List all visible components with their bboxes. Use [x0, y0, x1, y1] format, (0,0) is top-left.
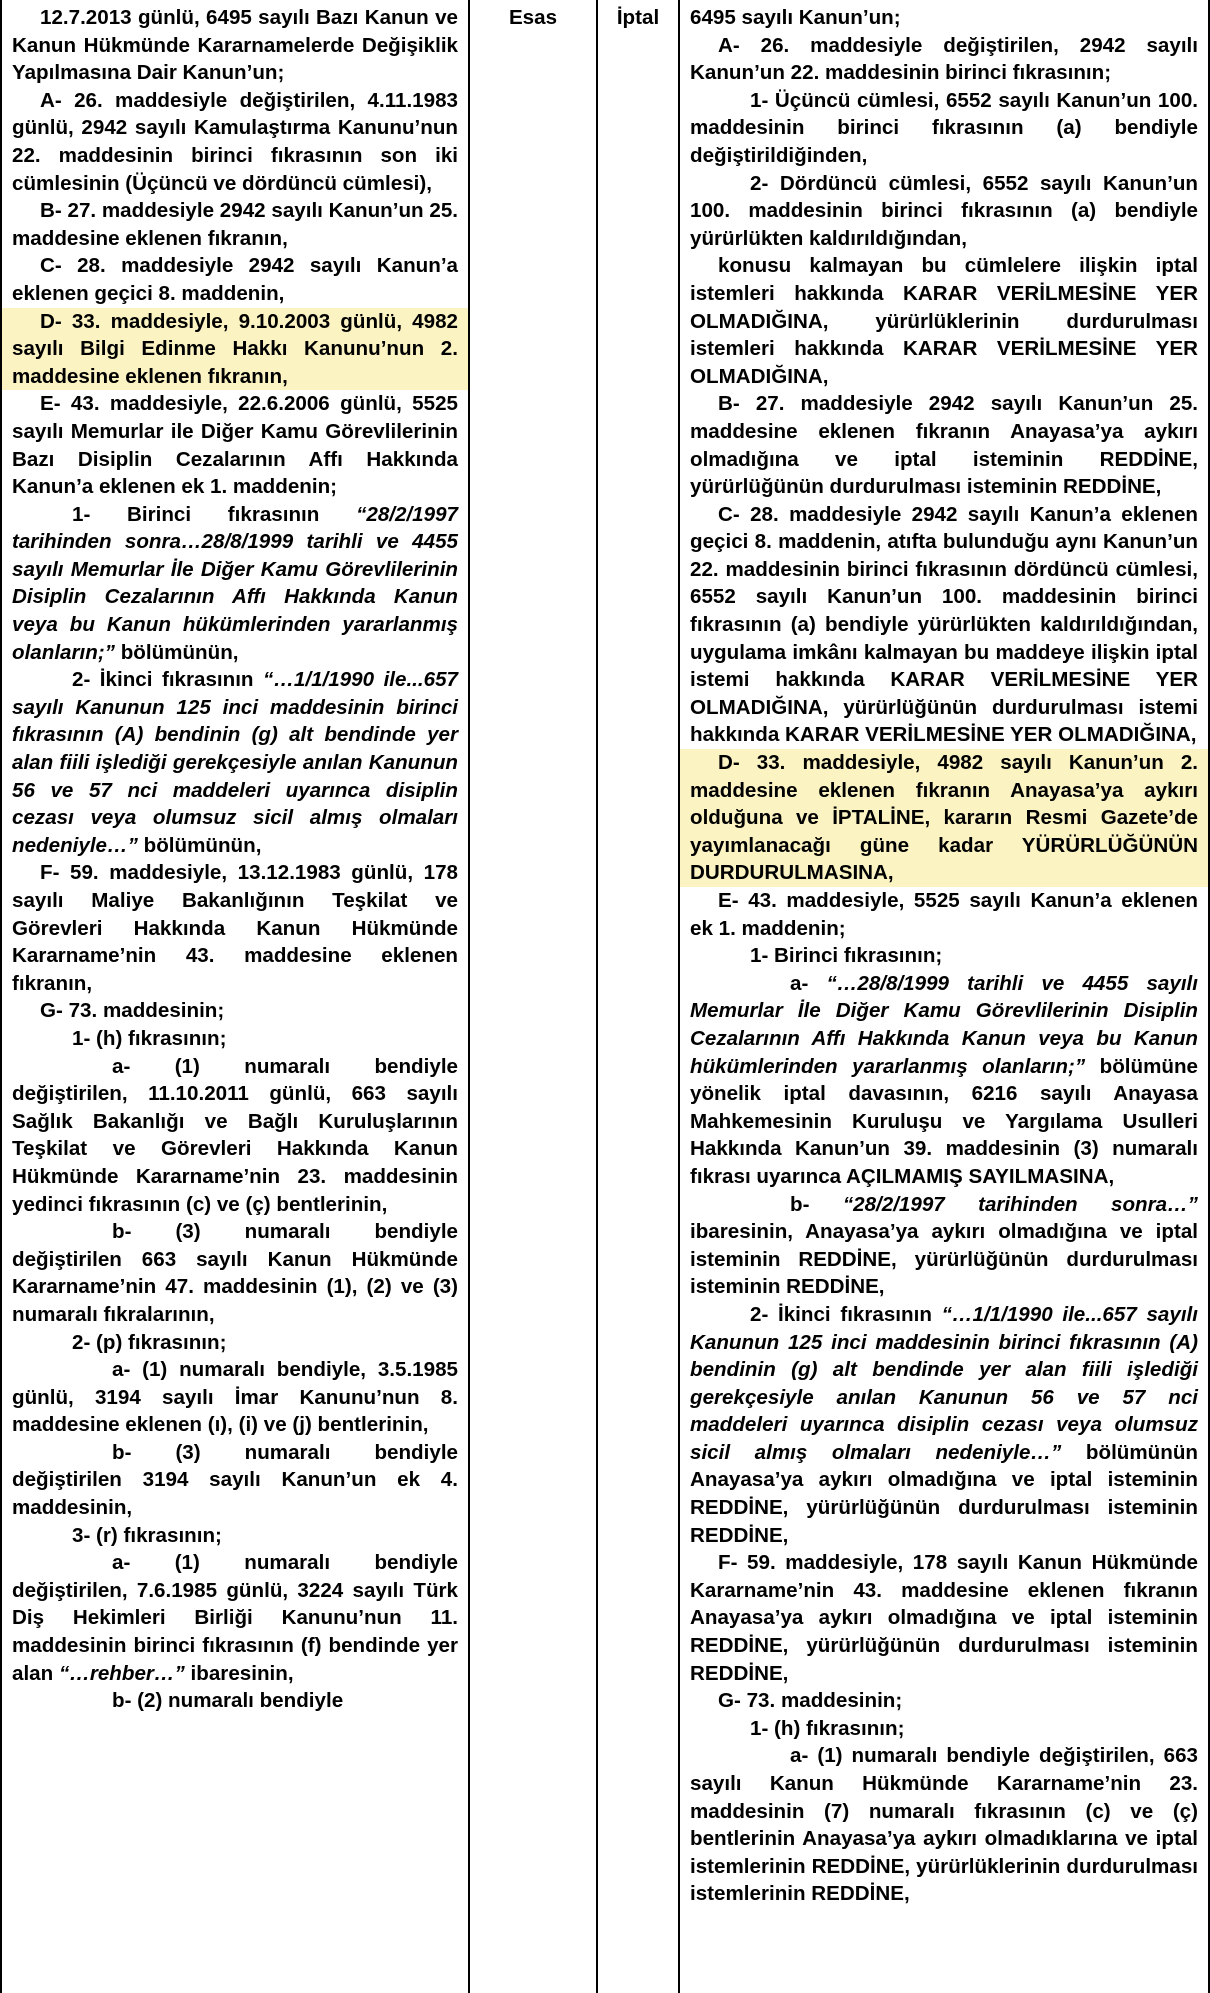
left-paragraph: b- (3) numaralı bendiyle değiştirilen 663 sayılı Kanun Hükmünde Kararname’nin 47. maddesinin (1), (2) ve (3) numaralı fıkralarının, — [12, 1220, 458, 1326]
quoted-phrase: “…1/1/1990 ile...657 sayılı Kanunun 125 inci maddesinin birinci fıkrasının (A) bendinin (g) alt bendinde yer alan fiili işlediği gerekçesiyle anılan Kanunun 56 ve 57 nci maddeleri uyarınca disiplin cezası veya olumsuz sicil almış olmaları nedeniyle…” — [690, 1302, 1198, 1464]
paragraph-text: 2- İkinci fıkrasının — [72, 668, 264, 692]
right-paragraph: C- 28. maddesiyle 2942 sayılı Kanun’a eklenen geçici 8. maddenin, atıfta bulunduğu aynı Kanun’un 22. maddesinin birinci fıkrasının dördüncü cümlesi, 6552 sayılı Kanun’un 100. maddesinin birinci fıkrasının (a) bendiyle yürürlükten kaldırıldığından, uygulama imkânı kalmayan bu maddeye ilişkin iptal istemi hakkında KARAR VERİLMESİNE YER OLMADIĞINA, yürürlüğünün durdurulması istemi hakkında KARAR VERİLMESİNE YER OLMADIĞINA, — [690, 502, 1198, 747]
paragraph-text: bölümünün, — [114, 640, 239, 664]
quoted-phrase: “28/2/1997 tarihinden sonra…28/8/1999 tarihli ve 4455 sayılı Memurlar İle Diğer Kamu Görevlilerinin Disiplin Cezalarının Affı Hakkında Kanun veya bu Kanun hükümlerinden yararlanmış olanların;” — [12, 502, 458, 664]
quoted-phrase: “…1/1/1990 ile...657 sayılı Kanunun 125 inci maddesinin birinci fıkrasının (A) bendinin (g) alt bendinde yer alan fiili işlediği gerekçesiyle anılan Kanunun 56 ve 57 nci maddeleri uyarınca disiplin cezası veya olumsuz sicil almış olmaları nedeniyle…” — [12, 668, 458, 857]
quoted-phrase: “…rehber…” — [58, 1661, 185, 1685]
right-paragraph: 1- Üçüncü cümlesi, 6552 sayılı Kanun’un 100. maddesinin birinci fıkrasının (a) bendiyle değiştirildiğinden, — [690, 88, 1198, 167]
iptal-column — [598, 0, 680, 1993]
paragraph-text: bölümünün Anayasa’ya aykırı olmadığına ve iptal isteminin REDDİNE, yürürlüğünün durdurulması isteminin REDDİNE, — [690, 1440, 1198, 1547]
highlighted-left-paragraph: D- 33. maddesiyle, 9.10.2003 günlü, 4982 sayılı Bilgi Edinme Hakkı Kanunu’nun 2. maddesine eklenen fıkranın, — [2, 308, 468, 391]
right-paragraph: 1- Birinci fıkrasının; — [750, 944, 943, 968]
left-paragraph: a- (1) numaralı bendiyle, 3.5.1985 günlü, 3194 sayılı İmar Kanunu’nun 8. maddesine eklenen (ı), (i) ve (j) bentlerinin, — [12, 1358, 458, 1437]
left-column-provisions — [2, 0, 470, 1993]
right-paragraph: E- 43. maddesiyle, 5525 sayılı Kanun’a eklenen ek 1. maddenin; — [690, 889, 1198, 940]
left-paragraph: F- 59. maddesiyle, 13.12.1983 günlü, 178 sayılı Maliye Bakanlığının Teşkilat ve Görevleri Hakkında Kanun Hükmünde Kararname’nin 43. maddesine eklenen fıkranın, — [12, 861, 458, 995]
paragraph-text: bölümüne yönelik iptal davasının, 6216 sayılı Anayasa Mahkemesinin Kuruluşu ve Yargılama Usulleri Hakkında Kanun’un 39. maddesinin (3) numaralı fıkrası uyarınca AÇILMAMIŞ SAYILMASINA, — [690, 1054, 1199, 1188]
right-paragraph — [690, 1191, 1198, 1301]
right-paragraph: a- (1) numaralı bendiyle değiştirilen, 663 sayılı Kanun Hükmünde Kararname’nin 23. maddesinin (7) numaralı fıkrasının (c) ve (ç) bentlerinin Anayasa’ya aykırı olmadıklarına ve iptal istemlerinin REDDİNE, yürürlüklerinin durdurulması istemlerinin REDDİNE, — [690, 1744, 1198, 1906]
paragraph-text: ibaresinin, Anayasa’ya aykırı olmadığına ve iptal isteminin REDDİNE, yürürlüğünün durdurulması isteminin REDDİNE, — [690, 1220, 1198, 1299]
esas-column — [470, 0, 598, 1993]
right-paragraph: B- 27. maddesiyle 2942 sayılı Kanun’un 25. maddesine eklenen fıkranın Anayasa’ya aykırı olmadığına ve iptal isteminin REDDİNE, yürürlüğünün durdurulması isteminin REDDİNE, — [690, 392, 1198, 499]
left-paragraph: 2- (p) fıkrasının; — [72, 1330, 227, 1354]
left-paragraph: b- (3) numaralı bendiyle değiştirilen 3194 sayılı Kanun’un ek 4. maddesinin, — [12, 1440, 458, 1520]
iptal-label: İptal — [616, 6, 660, 29]
left-paragraph — [12, 501, 458, 667]
left-paragraph: 12.7.2013 günlü, 6495 sayılı Bazı Kanun ve Kanun Hükmünde Kararnamelerde Değişiklik Yapılmasına Dair Kanun’un; — [12, 6, 458, 85]
highlighted-right-paragraph: D- 33. maddesiyle, 4982 sayılı Kanun’un 2. maddesine eklenen fıkranın Anayasa’ya aykırı olduğuna ve İPTALİNE, kararın Resmi Gazete’de yayımlanacağı güne kadar YÜRÜRLÜĞÜNÜN DURDURULMASINA, — [680, 749, 1208, 887]
right-paragraph: 6495 sayılı Kanun’un; — [690, 6, 901, 29]
left-paragraph: C- 28. maddesiyle 2942 sayılı Kanun’a eklenen geçici 8. maddenin, — [12, 254, 458, 305]
paragraph-text: a- (1) numaralı bendiyle değiştirilen, 7.6.1985 günlü, 3224 sayılı Türk Diş Hekimleri Birliği Kanunu’nun 11. maddesinin birinci fıkrasının (f) bendinde yer alan — [12, 1551, 458, 1685]
right-paragraph: G- 73. maddesinin; — [718, 1689, 903, 1713]
right-paragraph — [690, 970, 1198, 1191]
left-paragraph: G- 73. maddesinin; — [40, 999, 225, 1023]
left-paragraph: a- (1) numaralı bendiyle değiştirilen, 11.10.2011 günlü, 663 sayılı Sağlık Bakanlığı ve Bağlı Kuruluşlarının Teşkilat ve Görevleri Hakkında Kanun Hükmünde Kararname’nin 23. maddesinin yedinci fıkrasının (c) ve (ç) bentlerinin, — [12, 1054, 458, 1216]
paragraph-text: b- — [790, 1192, 843, 1216]
right-paragraph: 1- (h) fıkrasının; — [750, 1716, 905, 1740]
left-paragraph: b- (2) numaralı bendiyle — [112, 1689, 344, 1713]
quoted-phrase: “28/2/1997 tarihinden sonra…” — [842, 1192, 1198, 1216]
esas-label: Esas — [508, 6, 558, 29]
right-paragraph — [690, 1301, 1198, 1549]
left-paragraph: B- 27. maddesiyle 2942 sayılı Kanun’un 25. maddesine eklenen fıkranın, — [12, 199, 458, 250]
paragraph-text: a- — [790, 971, 827, 995]
paragraph-text: ibaresinin, — [184, 1661, 294, 1685]
left-paragraph: 3- (r) fıkrasının; — [72, 1523, 222, 1547]
left-paragraph — [12, 666, 458, 859]
right-paragraph: F- 59. maddesiyle, 178 sayılı Kanun Hükmünde Kararname’nin 43. maddesine eklenen fıkranın Anayasa’ya aykırı olmadığına ve iptal isteminin REDDİNE, yürürlüğünün durdurulması isteminin REDDİNE, — [690, 1551, 1198, 1685]
quoted-phrase: “…28/8/1999 tarihli ve 4455 sayılı Memurlar İle Diğer Kamu Görevlilerinin Disiplin Cezalarının Affı Hakkında Kanun veya bu Kanun hükümlerinden yararlanmış olanların;” — [690, 971, 1198, 1078]
right-paragraph: A- 26. maddesiyle değiştirilen, 2942 sayılı Kanun’un 22. maddesinin birinci fıkrasının; — [690, 33, 1198, 85]
paragraph-text: bölümünün, — [137, 833, 262, 857]
left-paragraph — [12, 1549, 458, 1687]
left-paragraph: E- 43. maddesiyle, 22.6.2006 günlü, 5525 sayılı Memurlar ile Diğer Kamu Görevlilerinin Bazı Disiplin Cezalarının Affı Hakkında Kanun’a eklenen ek 1. maddenin; — [12, 392, 458, 499]
paragraph-text: 1- Birinci fıkrasının — [72, 502, 357, 526]
left-paragraph: 1- (h) fıkrasının; — [72, 1026, 227, 1050]
paragraph-text: 2- İkinci fıkrasının — [750, 1302, 942, 1326]
right-paragraph: konusu kalmayan bu cümlelere ilişkin iptal istemleri hakkında KARAR VERİLMESİNE YER OLMADIĞINA, yürürlüklerinin durdurulması istemleri hakkında KARAR VERİLMESİNE YER OLMADIĞINA, — [690, 254, 1198, 388]
right-column-decisions — [680, 0, 1208, 1993]
left-paragraph: A- 26. maddesiyle değiştirilen, 4.11.1983 günlü, 2942 sayılı Kamulaştırma Kanunu’nun 22. maddesinin birinci fıkrasının son iki cümlesinin (Üçüncü ve dördüncü cümlesi), — [12, 88, 458, 195]
right-paragraph: 2- Dördüncü cümlesi, 6552 sayılı Kanun’un 100. maddesinin birinci fıkrasının (a) bendiyle yürürlükten kaldırıldığından, — [690, 171, 1198, 250]
